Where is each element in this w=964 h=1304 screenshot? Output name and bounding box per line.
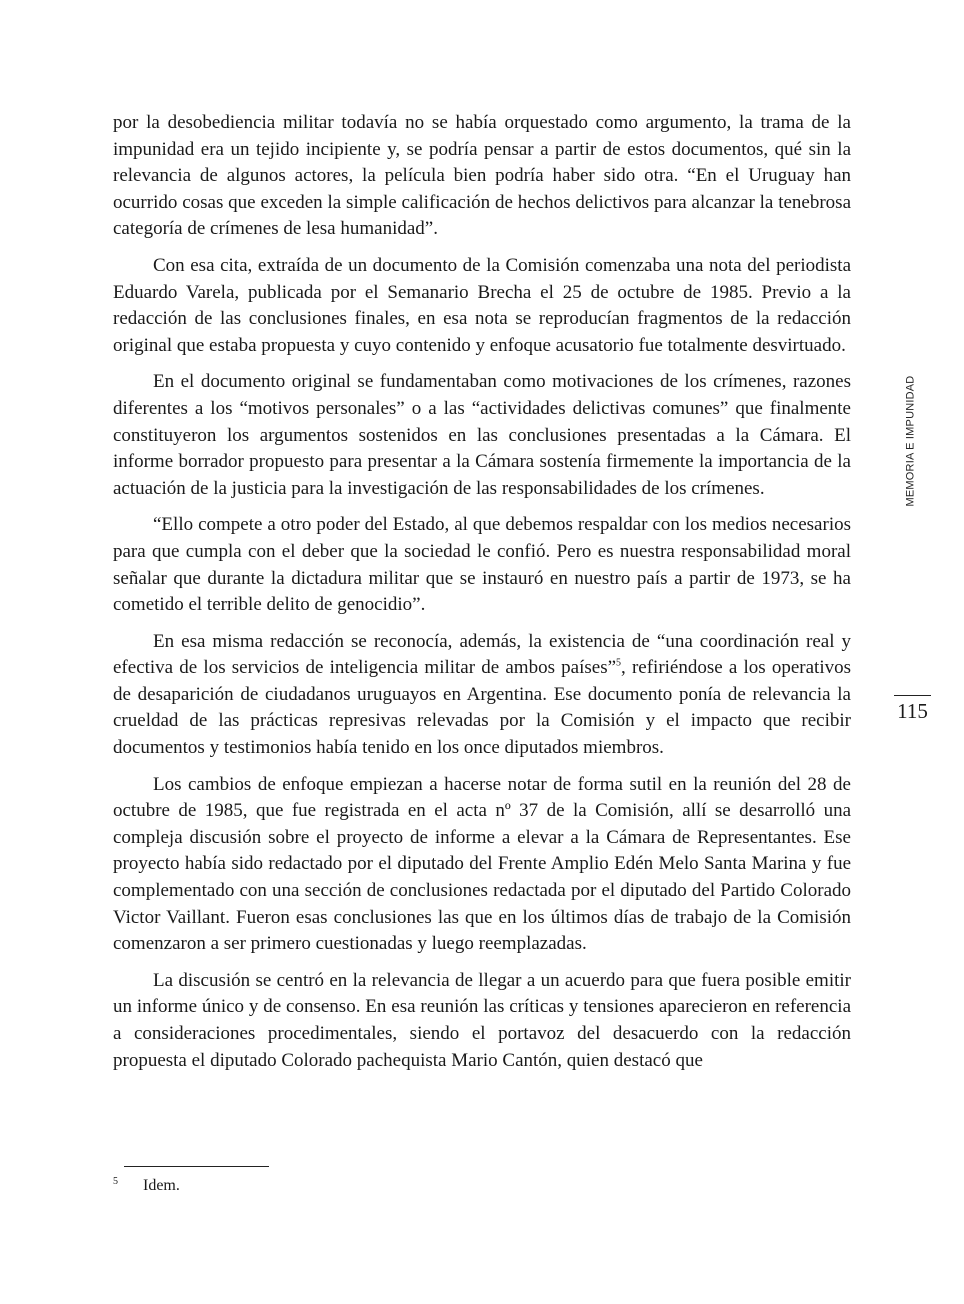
paragraph-2: Con esa cita, extraída de un documento de la Comisión comenzaba una nota del periodista Eduardo Varela, publicada por el Semanario Brecha el 25 de octubre de 1985. Previo a la redacción de las conclusiones finales, en esa nota se reproducían fragmentos de la redacción original que estaba propuesta y cuyo contenido y enfoque acusatorio fue totalmente desvirtuado.: [113, 254, 851, 356]
page-number: 115: [897, 699, 928, 723]
body-text: [113, 110, 851, 1084]
paragraph-5: [113, 629, 851, 762]
running-head: [900, 368, 920, 513]
paragraph-3: En el documento original se fundamentaban como motivaciones de los crímenes, razones diferentes a los “motivos personales” o a las “actividades delictivas comunes” que finalmente constituyeron los argumentos sostenidos en las conclusiones presentadas a la Cámara. El informe borrador propuesto para presentar a la Cámara sostenía firmemente la importancia de la actuación de la justicia para la investigación de las responsabilidades de los crímenes.: [113, 371, 851, 499]
footnote-text: Idem.: [143, 1177, 180, 1194]
footnote: 5 Idem.: [113, 1175, 180, 1194]
footnote-reference[interactable]: 5: [616, 657, 622, 669]
paragraph-1: por la desobediencia militar todavía no se había orquestado como argumento, la trama de la impunidad era un tejido incipiente y, se podría pensar a partir de estos documentos, qué sin la relevancia de algunos actores, la película bien podría haber sido otra. “En el Uruguay han ocurrido cosas que exceden la simple calificación de hechos delictivos para alcanzar la tenebrosa categoría de crímenes de lesa humanidad”.: [113, 112, 851, 240]
paragraph-6: Los cambios de enfoque empiezan a hacerse notar de forma sutil en la reunión del 28 de octubre de 1985, que fue registrada en el acta nº 37 de la Comisión, allí se desarrolló una compleja discusión sobre el proyecto de informe a elevar a la Cámara de Representantes. Ese proyecto había sido redactado por el diputado del Frente Amplio Edén Melo Santa Marina y fue complementado con una sección de conclusiones redactada por el diputado del Partido Colorado Victor Vaillant. Fueron esas conclusiones las que en los últimos días de trabajo de la Comisión comenzaron a ser primero cuestionadas y luego reemplazadas.: [113, 773, 851, 955]
paragraph-5-text-after-footnote: , refiriéndose a los operativos de desaparición de ciudadanos uruguayos en Argentina. Ese documento ponía de relevancia la crueldad de las prácticas represivas relevadas por la Comisión y el impacto que recibir documentos y testimonios había tenido en los once diputados miembros.: [113, 657, 851, 759]
page-number-rule: [894, 695, 931, 696]
paragraph-4-quote: “Ello compete a otro poder del Estado, al que debemos respaldar con los medios necesarios para que cumpla con el deber que la sociedad le confió. Pero es nuestra responsabilidad moral señalar que durante la dictadura militar que se instauró en nuestro país a partir de 1973, se ha cometido el terrible delito de genocidio”.: [113, 514, 851, 616]
paragraph-7: La discusión se centró en la relevancia de llegar a un acuerdo para que fuera posible emitir un informe único y de consenso. En esa reunión las críticas y tensiones aparecieron en referencia a consideraciones procedimentales, siendo el portavoz del desacuerdo con la redacción propuesta el diputado Colorado pachequista Mario Cantón, quien destacó que: [113, 969, 851, 1071]
footnote-separator: [124, 1166, 269, 1167]
paragraph-5-text-before-footnote: En esa misma redacción se reconocía, además, la existencia de “una coordinación real y efectiva de los servicios de inteligencia militar de ambos países”: [113, 630, 851, 679]
running-head-text: MEMORIA E IMPUNIDAD: [904, 375, 916, 506]
